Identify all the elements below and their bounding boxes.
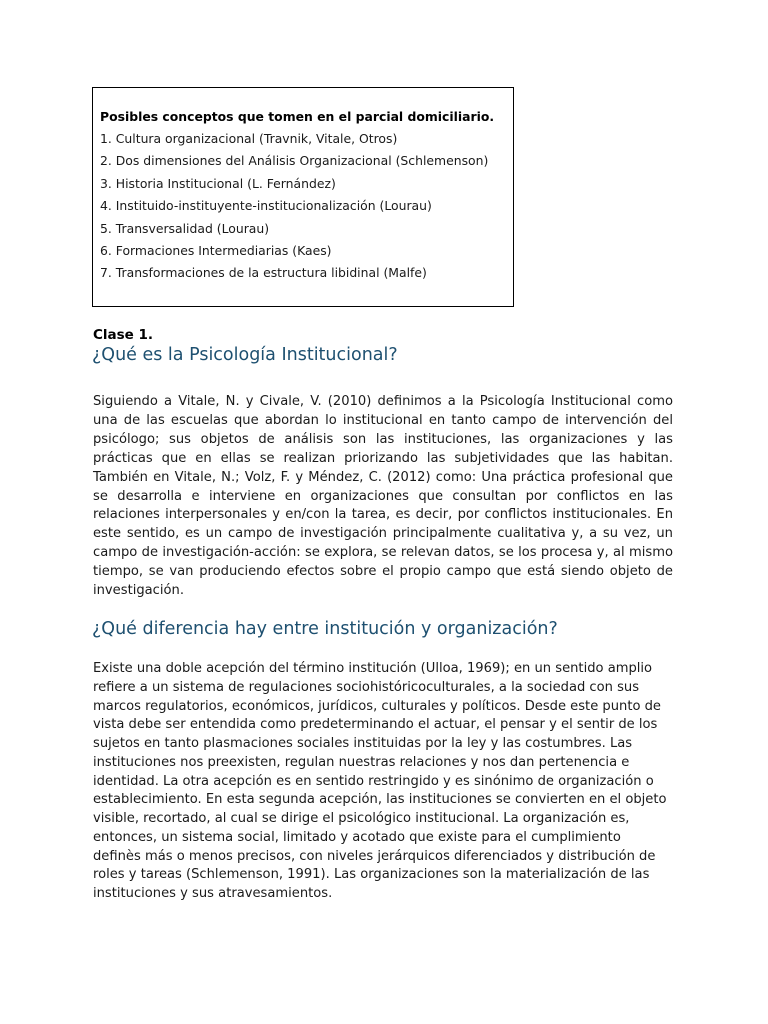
concepts-list-item: 4. Instituido-instituyente-institucionalización (Lourau) (100, 198, 432, 214)
section1-paragraph: Siguiendo a Vitale, N. y Civale, V. (2010) definimos a la Psicología Institucional como una de las escuelas que abordan lo institucional en tanto campo de intervención del psicólogo; sus objetos de análisis son las instituciones, las organizaciones y las prácticas que en ellas se realizan priorizando las subjetividades que las habitan. También en Vitale, N.; Volz, F. y Méndez, C. (2012) como: Una práctica profesional que se desarrolla e interviene en organizaciones que consultan por conflictos en las relaciones interpersonales y en/con la tarea, es decir, por conflictos institucionales. En este sentido, es un campo de investigación principalmente cualitativa y, a su vez, un campo de investigación-acción: se explora, se relevan datos, se los procesa y, al mismo tiempo, se van produciendo efectos sobre el propio campo que está siendo objeto de investigación. (93, 394, 673, 599)
concepts-list-item: 3. Historia Institucional (L. Fernández) (100, 175, 336, 191)
section1-heading: ¿Qué es la Psicología Institucional? (92, 345, 398, 365)
section2-paragraph: Existe una doble acepción del término institución (Ulloa, 1969); en un sentido amplio refiere a un sistema de regulaciones sociohistóricoculturales, a la sociedad con sus marcos regulatorios, económicos, jurídicos, culturales y políticos. Desde este punto de vista debe ser entendida como predeterminando el actuar, el pensar y el sentir de los sujetos en tanto plasmaciones sociales instituidas por la ley y las costumbres. Las instituciones nos preexisten, regulan nuestras relaciones y nos dan pertenencia e identidad. La otra acepción es en sentido restringido y es sinónimo de organización o establecimiento. En esta segunda acepción, las instituciones se convierten en el objeto visible, recortado, al cual se dirige el psicológico institucional. La organización es, entonces, un sistema social, limitado y acotado que existe para el cumplimiento definès más o menos precisos, con niveles jerárquicos diferenciados y distribución de roles y tareas (Schlemenson, 1991). Las organizaciones son la materialización de las instituciones y sus atravesamientos. (93, 661, 667, 901)
concepts-list-item: 1. Cultura organizacional (Travnik, Vitale, Otros) (100, 131, 398, 146)
class-label: Clase 1. (93, 327, 154, 343)
concepts-list (100, 128, 488, 285)
concepts-list-item: 6. Formaciones Intermediarias (Kaes) (100, 243, 332, 259)
concepts-list-item: 7. Transformaciones de la estructura libidinal (Malfe) (100, 265, 427, 281)
concepts-list-item: 5. Transversalidad (Lourau) (100, 220, 270, 236)
section2-heading: ¿Qué diferencia hay entre institución y organización? (92, 619, 558, 639)
concepts-box (92, 87, 514, 307)
concepts-box-title: Posibles conceptos que tomen en el parcial domiciliario. (100, 109, 495, 124)
concepts-list-item: 2. Dos dimensiones del Análisis Organizacional (Schlemenson) (100, 153, 489, 169)
